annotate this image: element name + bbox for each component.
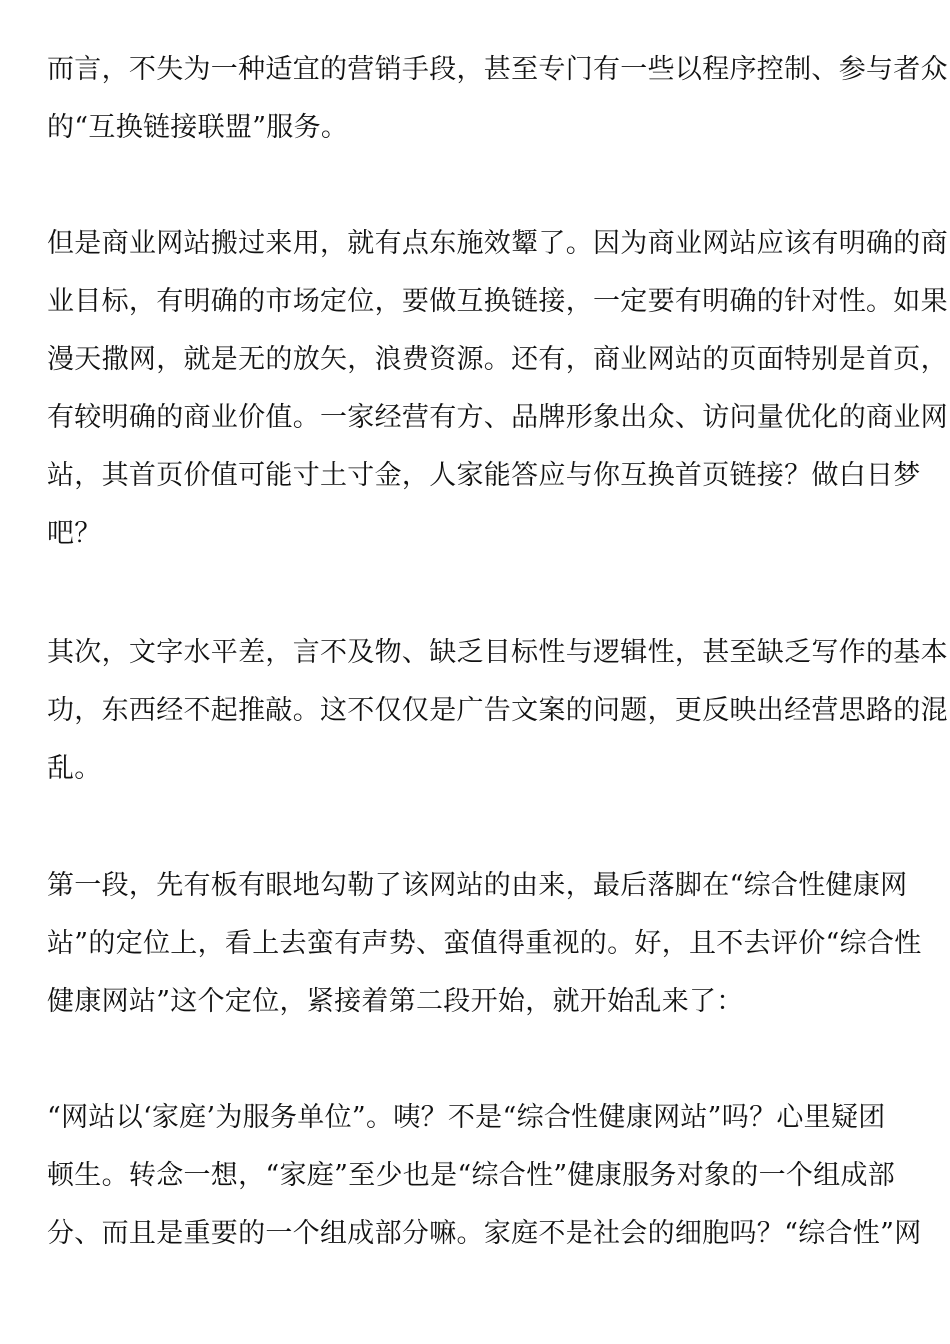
paragraph-2-line-5: 站，其首页价值可能寸土寸金，人家能答应与你互换首页链接？做白日梦 xyxy=(47,460,921,491)
paragraph-3-line-1: 其次，文字水平差，言不及物、缺乏目标性与逻辑性，甚至缺乏写作的基本 xyxy=(47,637,948,668)
paragraph-4-line-2: 站”的定位上，看上去蛮有声势、蛮值得重视的。好，且不去评价“综合性 xyxy=(47,928,922,959)
paragraph-2-line-6: 吧？ xyxy=(47,518,102,549)
paragraph-2-line-4: 有较明确的商业价值。一家经营有方、品牌形象出众、访问量优化的商业网 xyxy=(47,402,948,433)
paragraph-3-line-3: 乱。 xyxy=(47,753,102,784)
paragraph-2-line-3: 漫天撒网，就是无的放矢，浪费资源。还有，商业网站的页面特别是首页， xyxy=(47,344,948,375)
paragraph-4-line-1: 第一段，先有板有眼地勾勒了该网站的由来，最后落脚在“综合性健康网 xyxy=(47,870,908,901)
paragraph-2-line-2: 业目标，有明确的市场定位，要做互换链接，一定要有明确的针对性。如果 xyxy=(47,286,948,317)
paragraph-1-line-2: 的“互换链接联盟”服务。 xyxy=(47,112,349,143)
paragraph-4-line-3: 健康网站”这个定位，紧接着第二段开始，就开始乱来了： xyxy=(47,986,744,1017)
paragraph-5-line-2: 顿生。转念一想，“家庭”至少也是“综合性”健康服务对象的一个组成部 xyxy=(47,1160,896,1191)
paragraph-2-line-1: 但是商业网站搬过来用，就有点东施效颦了。因为商业网站应该有明确的商 xyxy=(47,228,948,259)
paragraph-1-line-1: 而言，不失为一种适宜的营销手段，甚至专门有一些以程序控制、参与者众 xyxy=(47,54,948,85)
paragraph-5-line-1: “网站以‘家庭’为服务单位”。咦？不是“综合性健康网站”吗？心里疑团 xyxy=(47,1102,886,1133)
paragraph-3-line-2: 功，东西经不起推敲。这不仅仅是广告文案的问题，更反映出经营思路的混 xyxy=(47,695,948,726)
paragraph-5-line-3: 分、而且是重要的一个组成部分嘛。家庭不是社会的细胞吗？“综合性”网 xyxy=(47,1218,922,1249)
